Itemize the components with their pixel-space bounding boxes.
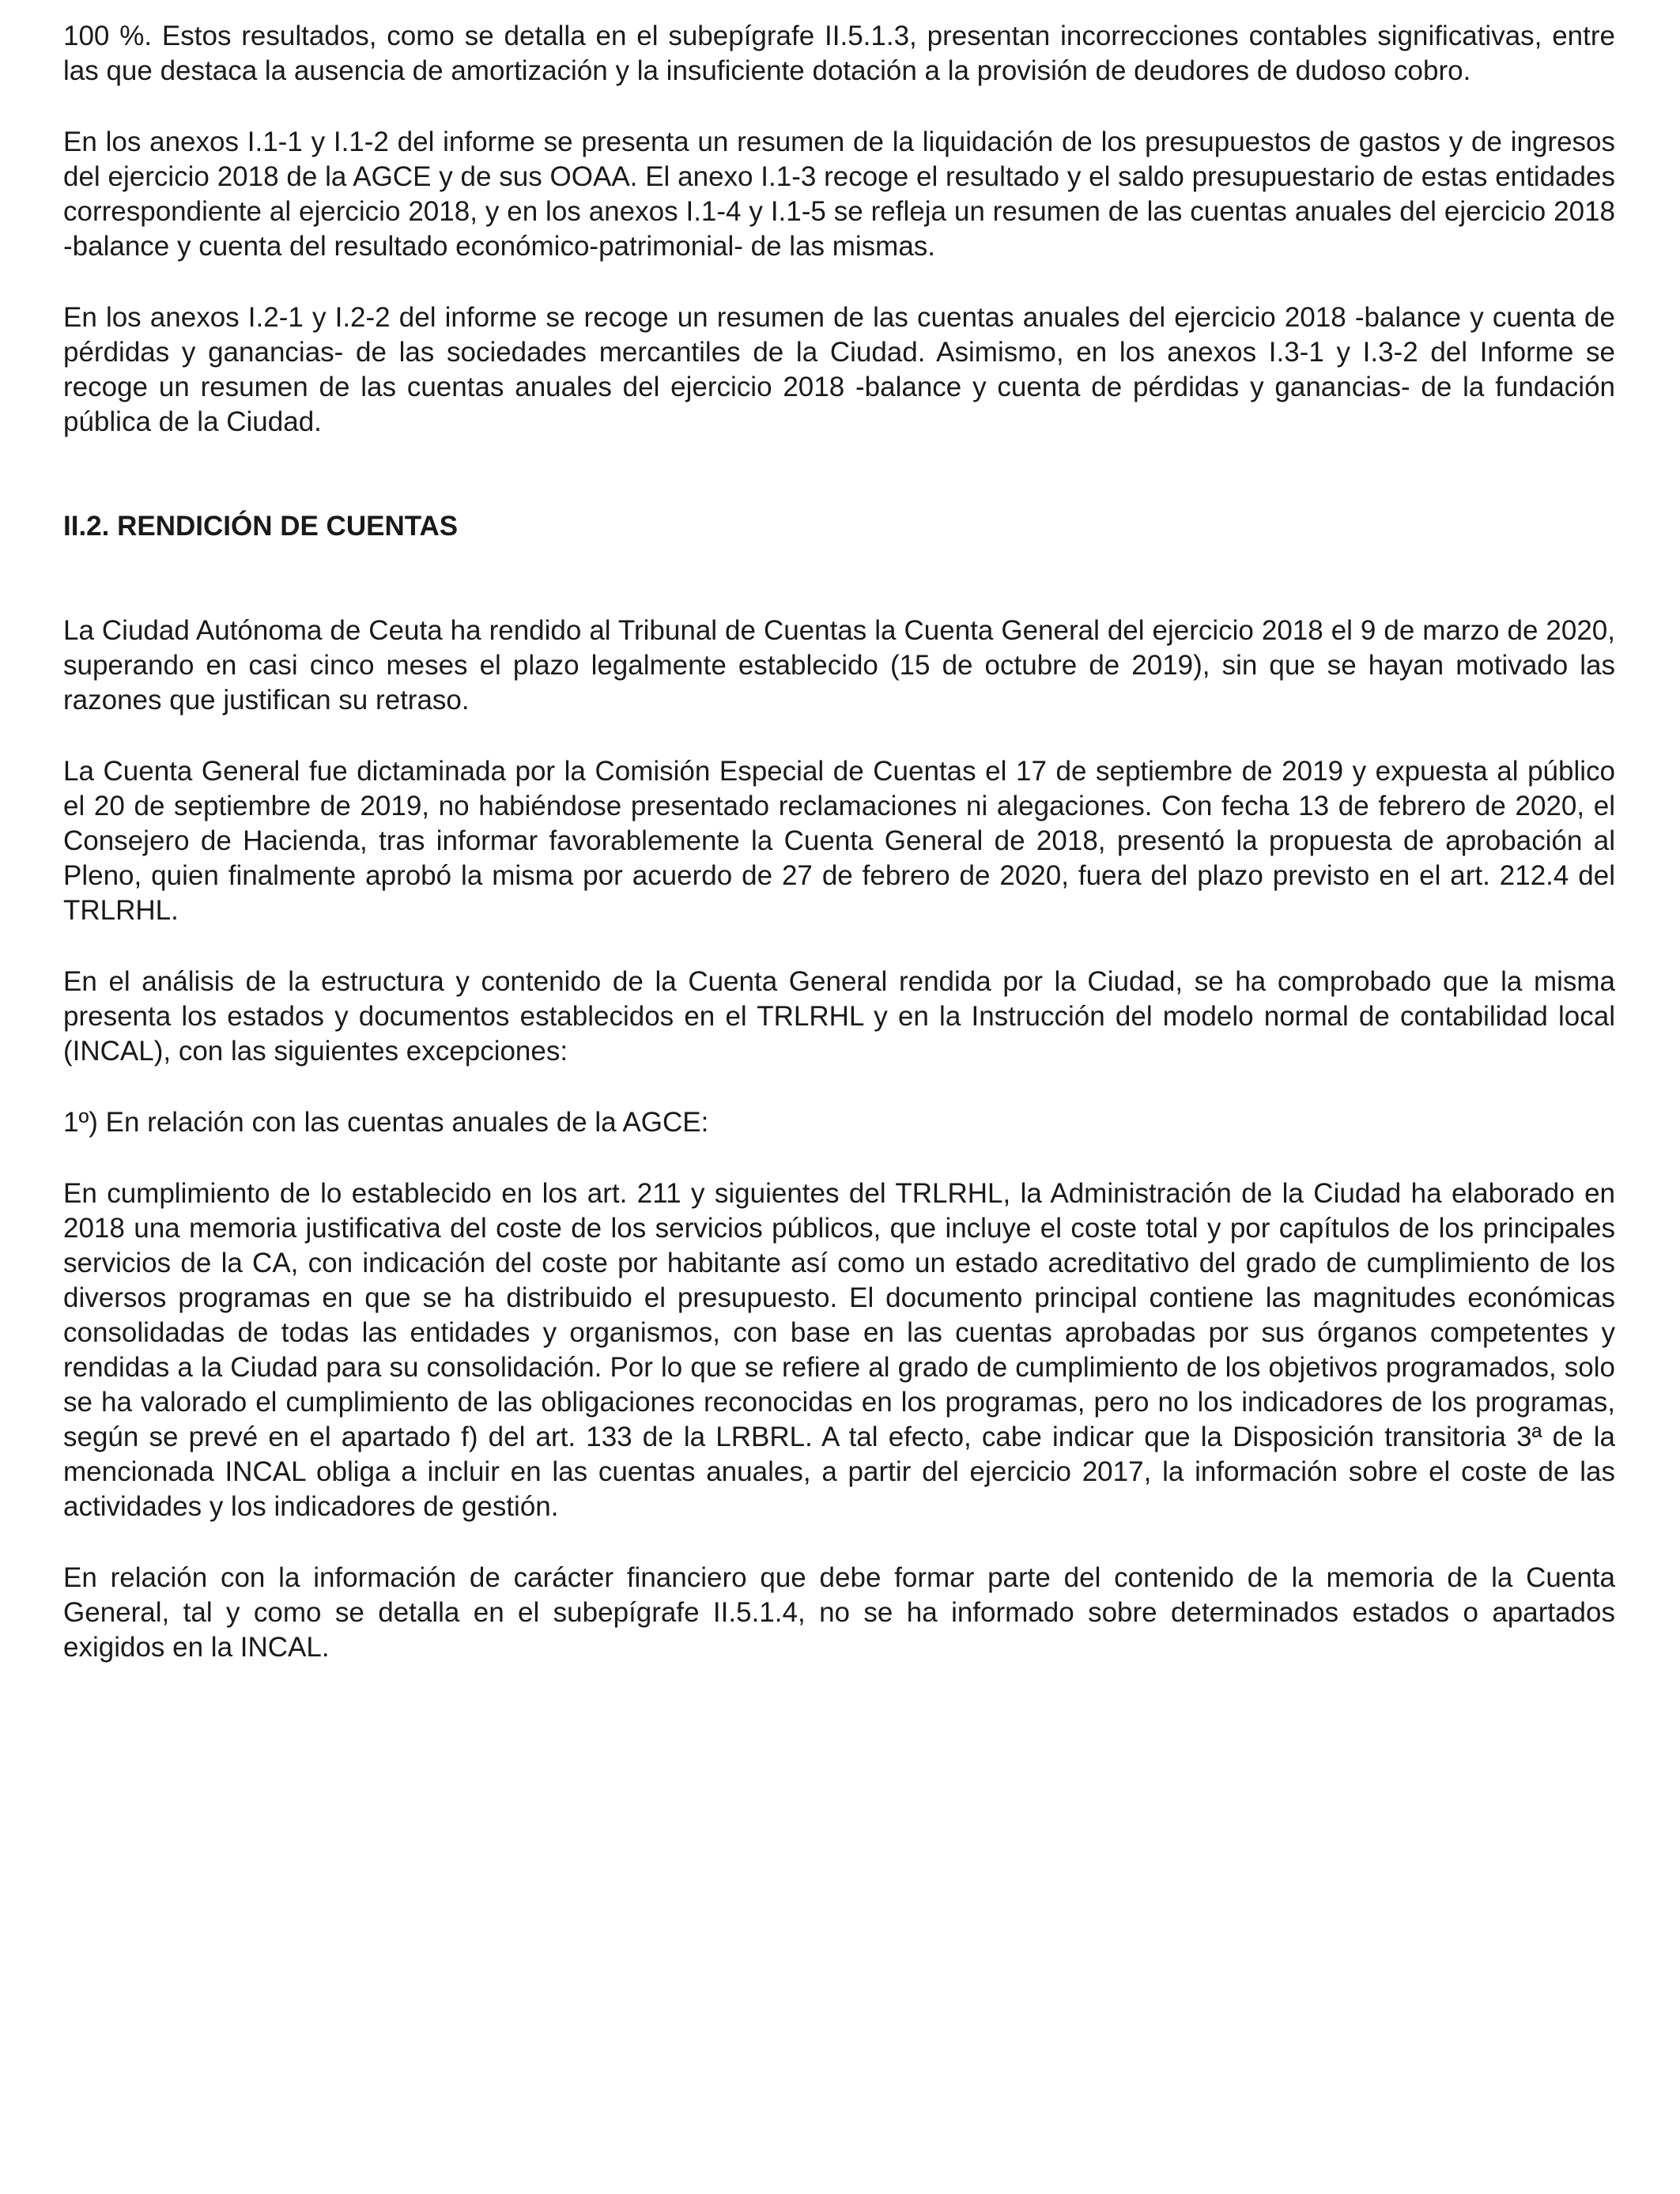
paragraph-rendicion-plazo: La Ciudad Autónoma de Ceuta ha rendido al Tribunal de Cuentas la Cuenta General del ejercicio 2018 el 9 de marzo de 2020, superando en casi cinco meses el plazo legalmente establecido (15 de octubre de 2019), sin que se hayan motivado las razones que justifican su retraso. — [63, 615, 1615, 716]
paragraph-item-1-agce: 1º) En relación con las cuentas anuales de la AGCE: — [63, 1107, 709, 1138]
section-heading-rendicion-de-cuentas: II.2. RENDICIÓN DE CUENTAS — [63, 511, 459, 542]
paragraph-informacion-financiera: En relación con la información de carácter financiero que debe formar parte del contenido de la memoria de la Cuenta General, tal y como se detalla en el subepígrafe II.5.1.4, no se ha informado sobre determinados estados o apartados exigidos en la INCAL. — [63, 1562, 1615, 1663]
paragraph-analisis-estructura: En el análisis de la estructura y contenido de la Cuenta General rendida por la Ciudad, se ha comprobado que la misma presenta los estados y documentos establecidos en el TRLRHL y en la Instrucción del modelo normal de contabilidad local (INCAL), con las siguientes excepciones: — [63, 966, 1615, 1067]
paragraph-dictamen-comision: La Cuenta General fue dictaminada por la Comisión Especial de Cuentas el 17 de septiembre de 2019 y expuesta al público el 20 de septiembre de 2019, no habiéndose presentado reclamaciones ni alegaciones. Con fecha 13 de febrero de 2020, el Consejero de Hacienda, tras informar favorablemente la Cuenta General de 2018, presentó la propuesta de aprobación al Pleno, quien finalmente aprobó la misma por acuerdo de 27 de febrero de 2020, fuera del plazo previsto en el art. 212.4 del TRLRHL. — [63, 756, 1615, 926]
paragraph-anexos-1: En los anexos I.1-1 y I.1-2 del informe se presenta un resumen de la liquidación de los presupuestos de gastos y de ingresos del ejercicio 2018 de la AGCE y de sus OOAA. El anexo I.1-3 recoge el resultado y el saldo presupuestario de estas entidades correspondiente al ejercicio 2018, y en los anexos I.1-4 y I.1-5 se refleja un resumen de las cuentas anuales del ejercicio 2018 -balance y cuenta del resultado económico-patrimonial- de las mismas. — [63, 127, 1615, 262]
paragraph-cumplimiento-art211: En cumplimiento de lo establecido en los art. 211 y siguientes del TRLRHL, la Administración de la Ciudad ha elaborado en 2018 una memoria justificativa del coste de los servicios públicos, que incluye el coste total y por capítulos de los principales servicios de la CA, con indicación del coste por habitante así como un estado acreditativo del grado de cumplimiento de los diversos programas en que se ha distribuido el presupuesto. El documento principal contiene las magnitudes económicas consolidadas de todas las entidades y organismos, con base en las cuentas aprobadas por sus órganos competentes y rendidas a la Ciudad para su consolidación. Por lo que se refiere al grado de cumplimiento de los objetivos programados, solo se ha valorado el cumplimiento de las obligaciones reconocidas en los programas, pero no los indicadores de los programas, según se prevé en el apartado f) del art. 133 de la LRBRL. A tal efecto, cabe indicar que la Disposición transitoria 3ª de la mencionada INCAL obliga a incluir en las cuentas anuales, a partir del ejercicio 2017, la información sobre el coste de las actividades y los indicadores de gestión. — [63, 1178, 1615, 1522]
paragraph-continuation: 100 %. Estos resultados, como se detalla en el subepígrafe II.5.1.3, presentan incorrecciones contables significativas, entre las que destaca la ausencia de amortización y la insuficiente dotación a la provisión de deudores de dudoso cobro. — [63, 21, 1615, 86]
paragraph-anexos-2: En los anexos I.2-1 y I.2-2 del informe se recoge un resumen de las cuentas anuales del ejercicio 2018 -balance y cuenta de pérdidas y ganancias- de las sociedades mercantiles de la Ciudad. Asimismo, en los anexos I.3-1 y I.3-2 del Informe se recoge un resumen de las cuentas anuales del ejercicio 2018 -balance y cuenta de pérdidas y ganancias- de la fundación pública de la Ciudad. — [63, 302, 1615, 437]
